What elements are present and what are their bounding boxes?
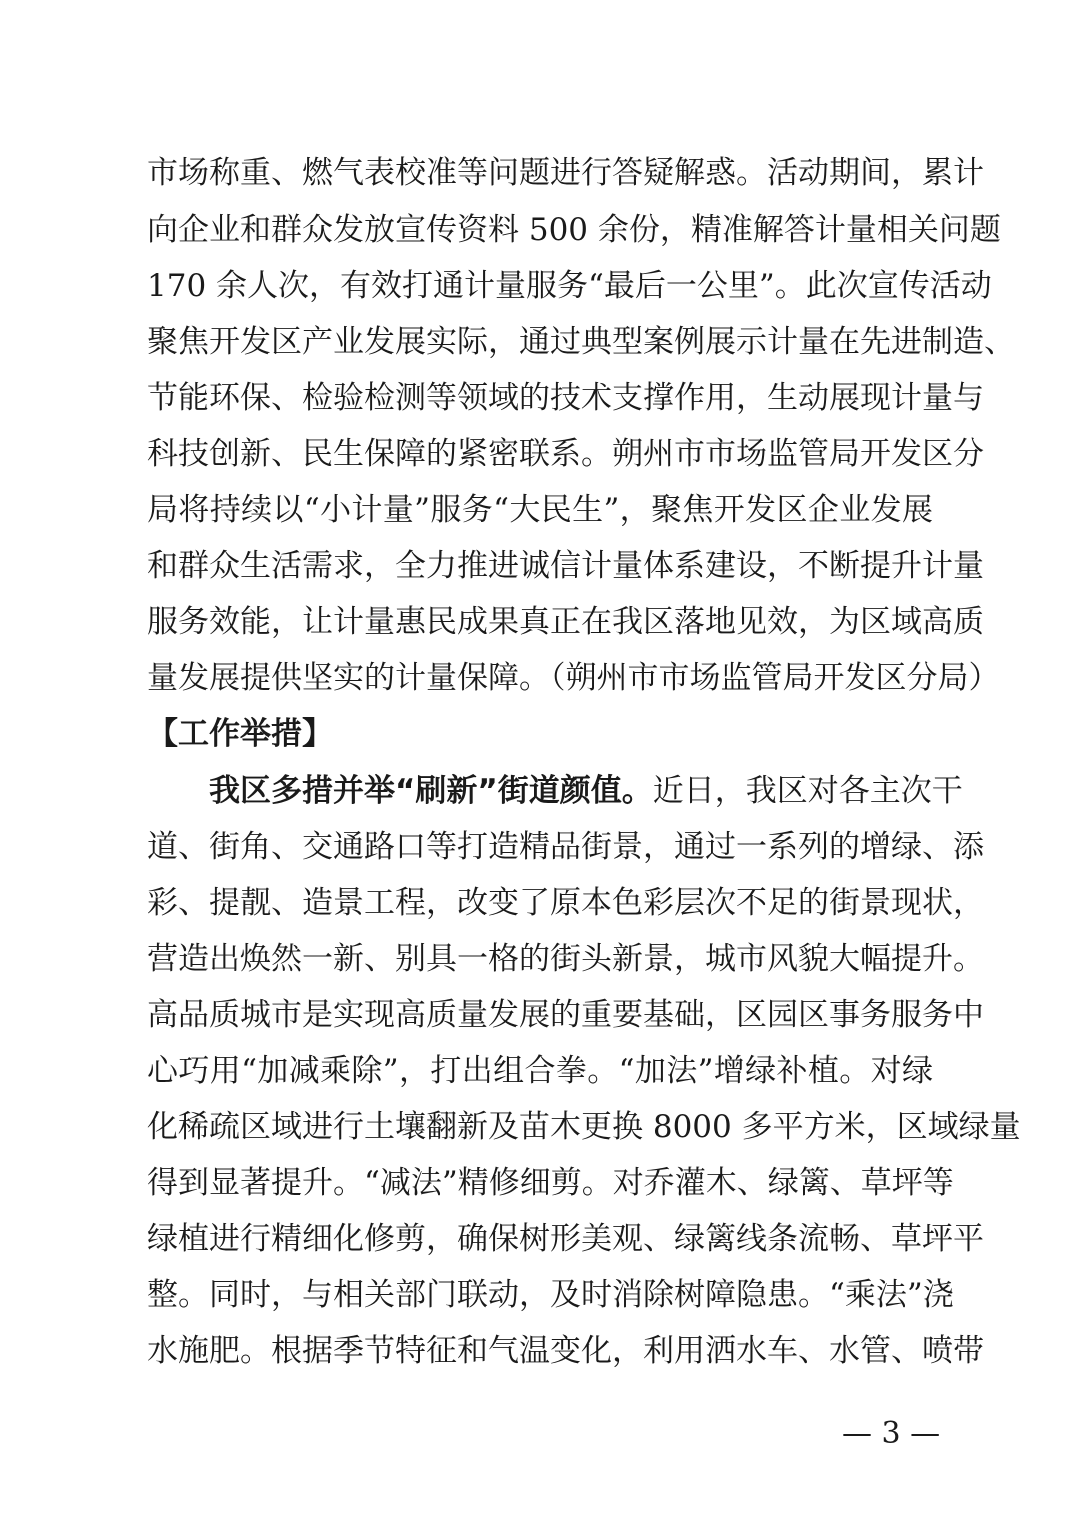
page-number: — 3 — <box>842 1416 941 1451</box>
body-line-9: 服务效能，让计量惠民成果真正在我区落地见效，为区域高质 <box>147 604 984 640</box>
body-line-4: 聚焦开发区产业发展实际，通过典型案例展示计量在先进制造、 <box>147 324 1015 360</box>
body-line-2: 向企业和群众发放宣传资料 500 余份，精准解答计量相关问题 <box>147 212 1001 248</box>
body-line-6: 科技创新、民生保障的紧密联系。朔州市市场监管局开发区分 <box>147 436 984 472</box>
lead-paragraph-line <box>147 771 963 811</box>
body-line-5: 节能环保、检验检测等领域的技术支撑作用，生动展现计量与 <box>147 380 984 416</box>
body-line-7: 局将持续以“小计量”服务“大民生”，聚焦开发区企业发展 <box>147 492 933 528</box>
body-line-15: 高品质城市是实现高质量发展的重要基础，区园区事务服务中 <box>147 997 984 1033</box>
body-line-1: 市场称重、燃气表校准等问题进行答疑解惑。活动期间，累计 <box>147 155 984 191</box>
body-line-18: 得到显著提升。“减法”精修细剪。对乔灌木、绿篱、草坪等 <box>147 1165 954 1201</box>
body-line-8: 和群众生活需求，全力推进诚信计量体系建设，不断提升计量 <box>147 548 984 584</box>
section-heading: 【工作举措】 <box>147 716 333 752</box>
body-line-20: 整。同时，与相关部门联动，及时消除树障隐患。“乘法”浇 <box>147 1277 954 1313</box>
body-line-17: 化稀疏区域进行土壤翻新及苗木更换 8000 多平方米，区域绿量 <box>147 1109 1021 1145</box>
body-line-14: 营造出焕然一新、别具一格的街头新景，城市风貌大幅提升。 <box>147 941 984 977</box>
body-line-21: 水施肥。根据季节特征和气温变化，利用洒水车、水管、喷带 <box>147 1333 984 1369</box>
body-line-16: 心巧用“加减乘除”，打出组合拳。“加法”增绿补植。对绿 <box>147 1053 933 1089</box>
lead-rest: 近日，我区对各主次干 <box>652 773 963 809</box>
body-line-12: 道、街角、交通路口等打造精品街景，通过一系列的增绿、添 <box>147 829 984 865</box>
body-line-10: 量发展提供坚实的计量保障。（朔州市市场监管局开发区分局） <box>147 660 1000 696</box>
lead-title: 我区多措并举“刷新”街道颜值。 <box>209 773 653 809</box>
body-line-13: 彩、提靓、造景工程，改变了原本色彩层次不足的街景现状， <box>147 885 984 921</box>
body-line-3: 170 余人次，有效打通计量服务“最后一公里”。此次宣传活动 <box>147 268 992 304</box>
body-line-19: 绿植进行精细化修剪，确保树形美观、绿篱线条流畅、草坪平 <box>147 1221 984 1257</box>
